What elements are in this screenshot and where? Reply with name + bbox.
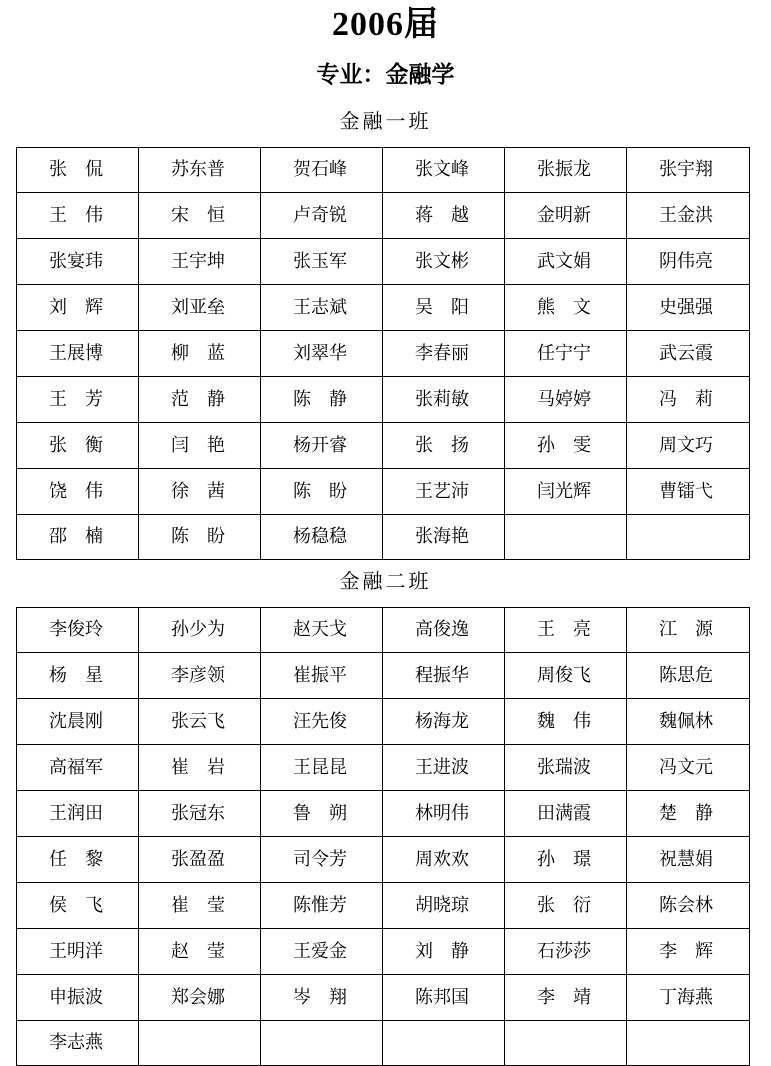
student-name-cell: 申振波 [17, 975, 139, 1021]
student-name-cell: 张 扬 [383, 423, 505, 469]
student-name-cell: 任宁宁 [505, 331, 627, 377]
student-name-cell: 张玉军 [261, 239, 383, 285]
table-row [17, 423, 750, 469]
student-name-cell: 任 黎 [17, 837, 139, 883]
major-heading: 专业：金融学 [316, 62, 455, 88]
student-name-cell: 李 靖 [505, 975, 627, 1021]
student-name-cell: 陈会林 [627, 883, 750, 929]
student-name-cell: 杨 星 [17, 653, 139, 699]
student-name-cell: 张 衡 [17, 423, 139, 469]
student-name-cell: 张莉敏 [383, 377, 505, 423]
student-name-cell: 张云飞 [139, 699, 261, 745]
student-name-cell: 王 芳 [17, 377, 139, 423]
page-title: 2006届 [332, 6, 439, 43]
student-name-cell: 陈惟芳 [261, 883, 383, 929]
student-name-cell: 高福军 [17, 745, 139, 791]
student-name-cell: 熊 文 [505, 285, 627, 331]
student-name-cell: 江 源 [627, 608, 750, 653]
student-name-cell: 张 衍 [505, 883, 627, 929]
student-name-cell: 周俊飞 [505, 653, 627, 699]
student-name-cell: 沈晨刚 [17, 699, 139, 745]
student-name-cell: 陈邦国 [383, 975, 505, 1021]
student-name-cell: 李春丽 [383, 331, 505, 377]
student-name-cell: 徐 茜 [139, 469, 261, 515]
student-name-cell: 王 亮 [505, 608, 627, 653]
student-name-cell: 武文娟 [505, 239, 627, 285]
empty-cell [627, 515, 750, 560]
table-row [17, 285, 750, 331]
student-name-cell: 张振龙 [505, 148, 627, 193]
student-name-cell: 张瑞波 [505, 745, 627, 791]
student-name-cell: 范 静 [139, 377, 261, 423]
student-name-cell: 陈 静 [261, 377, 383, 423]
student-name-cell: 司令芳 [261, 837, 383, 883]
student-name-cell: 阴伟亮 [627, 239, 750, 285]
student-name-cell: 王展博 [17, 331, 139, 377]
student-name-cell: 孙 雯 [505, 423, 627, 469]
student-name-cell: 刘翠华 [261, 331, 383, 377]
student-name-cell: 丁海燕 [627, 975, 750, 1021]
student-name-cell: 周文巧 [627, 423, 750, 469]
table-row [17, 377, 750, 423]
student-name-cell: 吴 阳 [383, 285, 505, 331]
student-name-cell: 马婷婷 [505, 377, 627, 423]
student-name-cell: 杨稳稳 [261, 515, 383, 560]
student-name-cell: 张海艳 [383, 515, 505, 560]
student-name-cell: 王明洋 [17, 929, 139, 975]
student-name-cell: 魏佩林 [627, 699, 750, 745]
table-row [17, 148, 750, 193]
table-row [17, 239, 750, 285]
student-name-cell: 李俊玲 [17, 608, 139, 653]
student-name-cell: 崔 岩 [139, 745, 261, 791]
empty-cell [627, 1021, 750, 1066]
student-name-cell: 曹镭弋 [627, 469, 750, 515]
student-name-cell: 崔振平 [261, 653, 383, 699]
table-row [17, 331, 750, 377]
student-name-cell: 张 侃 [17, 148, 139, 193]
student-name-cell: 石莎莎 [505, 929, 627, 975]
student-name-cell: 赵天戈 [261, 608, 383, 653]
table-row [17, 469, 750, 515]
student-name-cell: 王宇坤 [139, 239, 261, 285]
student-name-cell: 苏东普 [139, 148, 261, 193]
student-name-cell: 闫光辉 [505, 469, 627, 515]
empty-cell [139, 1021, 261, 1066]
class-1-title: 金融一班 [339, 109, 432, 133]
student-name-cell: 张宇翔 [627, 148, 750, 193]
empty-cell [505, 1021, 627, 1066]
student-name-cell: 张盈盈 [139, 837, 261, 883]
student-name-cell: 冯文元 [627, 745, 750, 791]
student-name-cell: 张宴玮 [17, 239, 139, 285]
student-name-cell: 田满霞 [505, 791, 627, 837]
student-name-cell: 程振华 [383, 653, 505, 699]
student-name-cell: 邵 楠 [17, 515, 139, 560]
empty-cell [383, 1021, 505, 1066]
student-name-cell: 鲁 朔 [261, 791, 383, 837]
student-name-cell: 李志燕 [17, 1021, 139, 1066]
student-name-cell: 陈思危 [627, 653, 750, 699]
student-name-cell: 周欢欢 [383, 837, 505, 883]
student-name-cell: 武云霞 [627, 331, 750, 377]
table-row [17, 929, 750, 975]
student-name-cell: 张文峰 [383, 148, 505, 193]
student-name-cell: 柳 蓝 [139, 331, 261, 377]
table-row [17, 745, 750, 791]
student-name-cell: 刘亚垒 [139, 285, 261, 331]
student-name-cell: 林明伟 [383, 791, 505, 837]
student-name-cell: 张冠东 [139, 791, 261, 837]
table-row [17, 699, 750, 745]
student-name-cell: 王爱金 [261, 929, 383, 975]
student-name-cell: 陈 盼 [139, 515, 261, 560]
student-name-cell: 祝慧娟 [627, 837, 750, 883]
table-row [17, 883, 750, 929]
student-name-cell: 赵 莹 [139, 929, 261, 975]
student-name-cell: 侯 飞 [17, 883, 139, 929]
student-name-cell: 卢奇锐 [261, 193, 383, 239]
student-name-cell: 宋 恒 [139, 193, 261, 239]
table-row [17, 837, 750, 883]
class-2-roster-table [16, 607, 750, 1066]
table-row [17, 608, 750, 653]
table-row [17, 975, 750, 1021]
student-name-cell: 崔 莹 [139, 883, 261, 929]
table-row [17, 193, 750, 239]
empty-cell [505, 515, 627, 560]
student-name-cell: 汪先俊 [261, 699, 383, 745]
student-name-cell: 王志斌 [261, 285, 383, 331]
student-name-cell: 杨海龙 [383, 699, 505, 745]
table-row [17, 1021, 750, 1066]
student-name-cell: 王 伟 [17, 193, 139, 239]
student-name-cell: 李 辉 [627, 929, 750, 975]
student-name-cell: 王艺沛 [383, 469, 505, 515]
student-name-cell: 金明新 [505, 193, 627, 239]
student-name-cell: 杨开睿 [261, 423, 383, 469]
class-2-title: 金融二班 [339, 569, 432, 593]
student-name-cell: 王润田 [17, 791, 139, 837]
student-name-cell: 贺石峰 [261, 148, 383, 193]
student-name-cell: 王金洪 [627, 193, 750, 239]
student-name-cell: 高俊逸 [383, 608, 505, 653]
empty-cell [261, 1021, 383, 1066]
class-1-roster-table [16, 147, 750, 560]
student-name-cell: 王昆昆 [261, 745, 383, 791]
table-row [17, 653, 750, 699]
student-name-cell: 孙少为 [139, 608, 261, 653]
student-name-cell: 冯 莉 [627, 377, 750, 423]
student-name-cell: 闫 艳 [139, 423, 261, 469]
student-name-cell: 饶 伟 [17, 469, 139, 515]
student-name-cell: 郑会娜 [139, 975, 261, 1021]
student-name-cell: 魏 伟 [505, 699, 627, 745]
student-name-cell: 楚 静 [627, 791, 750, 837]
student-name-cell: 蒋 越 [383, 193, 505, 239]
table-row [17, 515, 750, 560]
student-name-cell: 李彦领 [139, 653, 261, 699]
student-name-cell: 岑 翔 [261, 975, 383, 1021]
student-name-cell: 刘 辉 [17, 285, 139, 331]
student-name-cell: 胡晓琼 [383, 883, 505, 929]
student-name-cell: 陈 盼 [261, 469, 383, 515]
student-name-cell: 王进波 [383, 745, 505, 791]
student-name-cell: 刘 静 [383, 929, 505, 975]
student-name-cell: 孙 璟 [505, 837, 627, 883]
student-name-cell: 张文彬 [383, 239, 505, 285]
table-row [17, 791, 750, 837]
student-name-cell: 史强强 [627, 285, 750, 331]
